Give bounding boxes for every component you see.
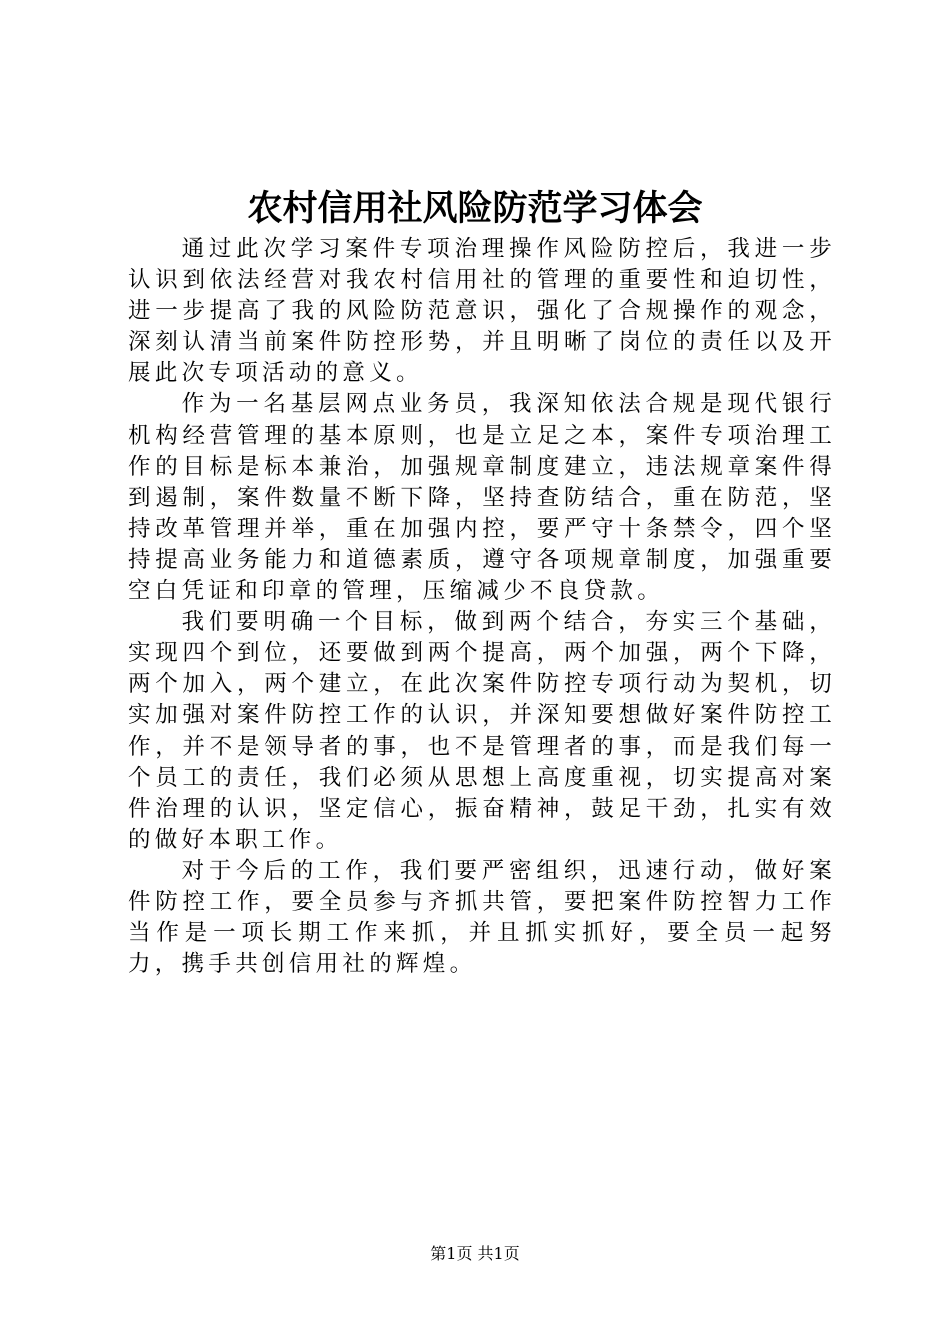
paragraph-1: 通过此次学习案件专项治理操作风险防控后，我进一步认识到依法经营对我农村信用社的管理的重要性和迫切性，进一步提高了我的风险防范意识，强化了合规操作的观念，深刻认清当前案件防控形势，并且明晰了岗位的责任以及开展此次专项活动的意义。 bbox=[128, 236, 836, 387]
paragraph-4: 对于今后的工作，我们要严密组织，迅速行动，做好案件防控工作，要全员参与齐抓共管，要把案件防控智力工作当作是一项长期工作来抓，并且抓实抓好，要全员一起努力，携手共创信用社的辉煌。 bbox=[128, 857, 836, 978]
page-number-label: 第1页 共1页 bbox=[430, 1244, 520, 1263]
paragraph-3: 我们要明确一个目标，做到两个结合，夯实三个基础，实现四个到位，还要做到两个提高，两个加强，两个下降，两个加入，两个建立，在此次案件防控专项行动为契机，切实加强对案件防控工作的认识，并深知要想做好案件防控工作，并不是领导者的事，也不是管理者的事，而是我们每一个员工的责任，我们必须从思想上高度重视，切实提高对案件治理的认识，坚定信心，振奋精神，鼓足干劲，扎实有效的做好本职工作。 bbox=[128, 609, 836, 853]
document-body bbox=[128, 234, 836, 980]
document-title: 农村信用社风险防范学习体会 bbox=[247, 188, 703, 229]
paragraph-2: 作为一名基层网点业务员，我深知依法合规是现代银行机构经营管理的基本原则，也是立足之本，案件专项治理工作的目标是标本兼治，加强规章制度建立，违法规章案件得到遏制，案件数量不断下降，坚持查防结合，重在防范，坚持改革管理并举，重在加强内控，要严守十条禁令，四个坚持提高业务能力和道德素质，遵守各项规章制度，加强重要空白凭证和印章的管理，压缩减少不良贷款。 bbox=[128, 391, 836, 605]
page-footer bbox=[0, 1242, 950, 1266]
